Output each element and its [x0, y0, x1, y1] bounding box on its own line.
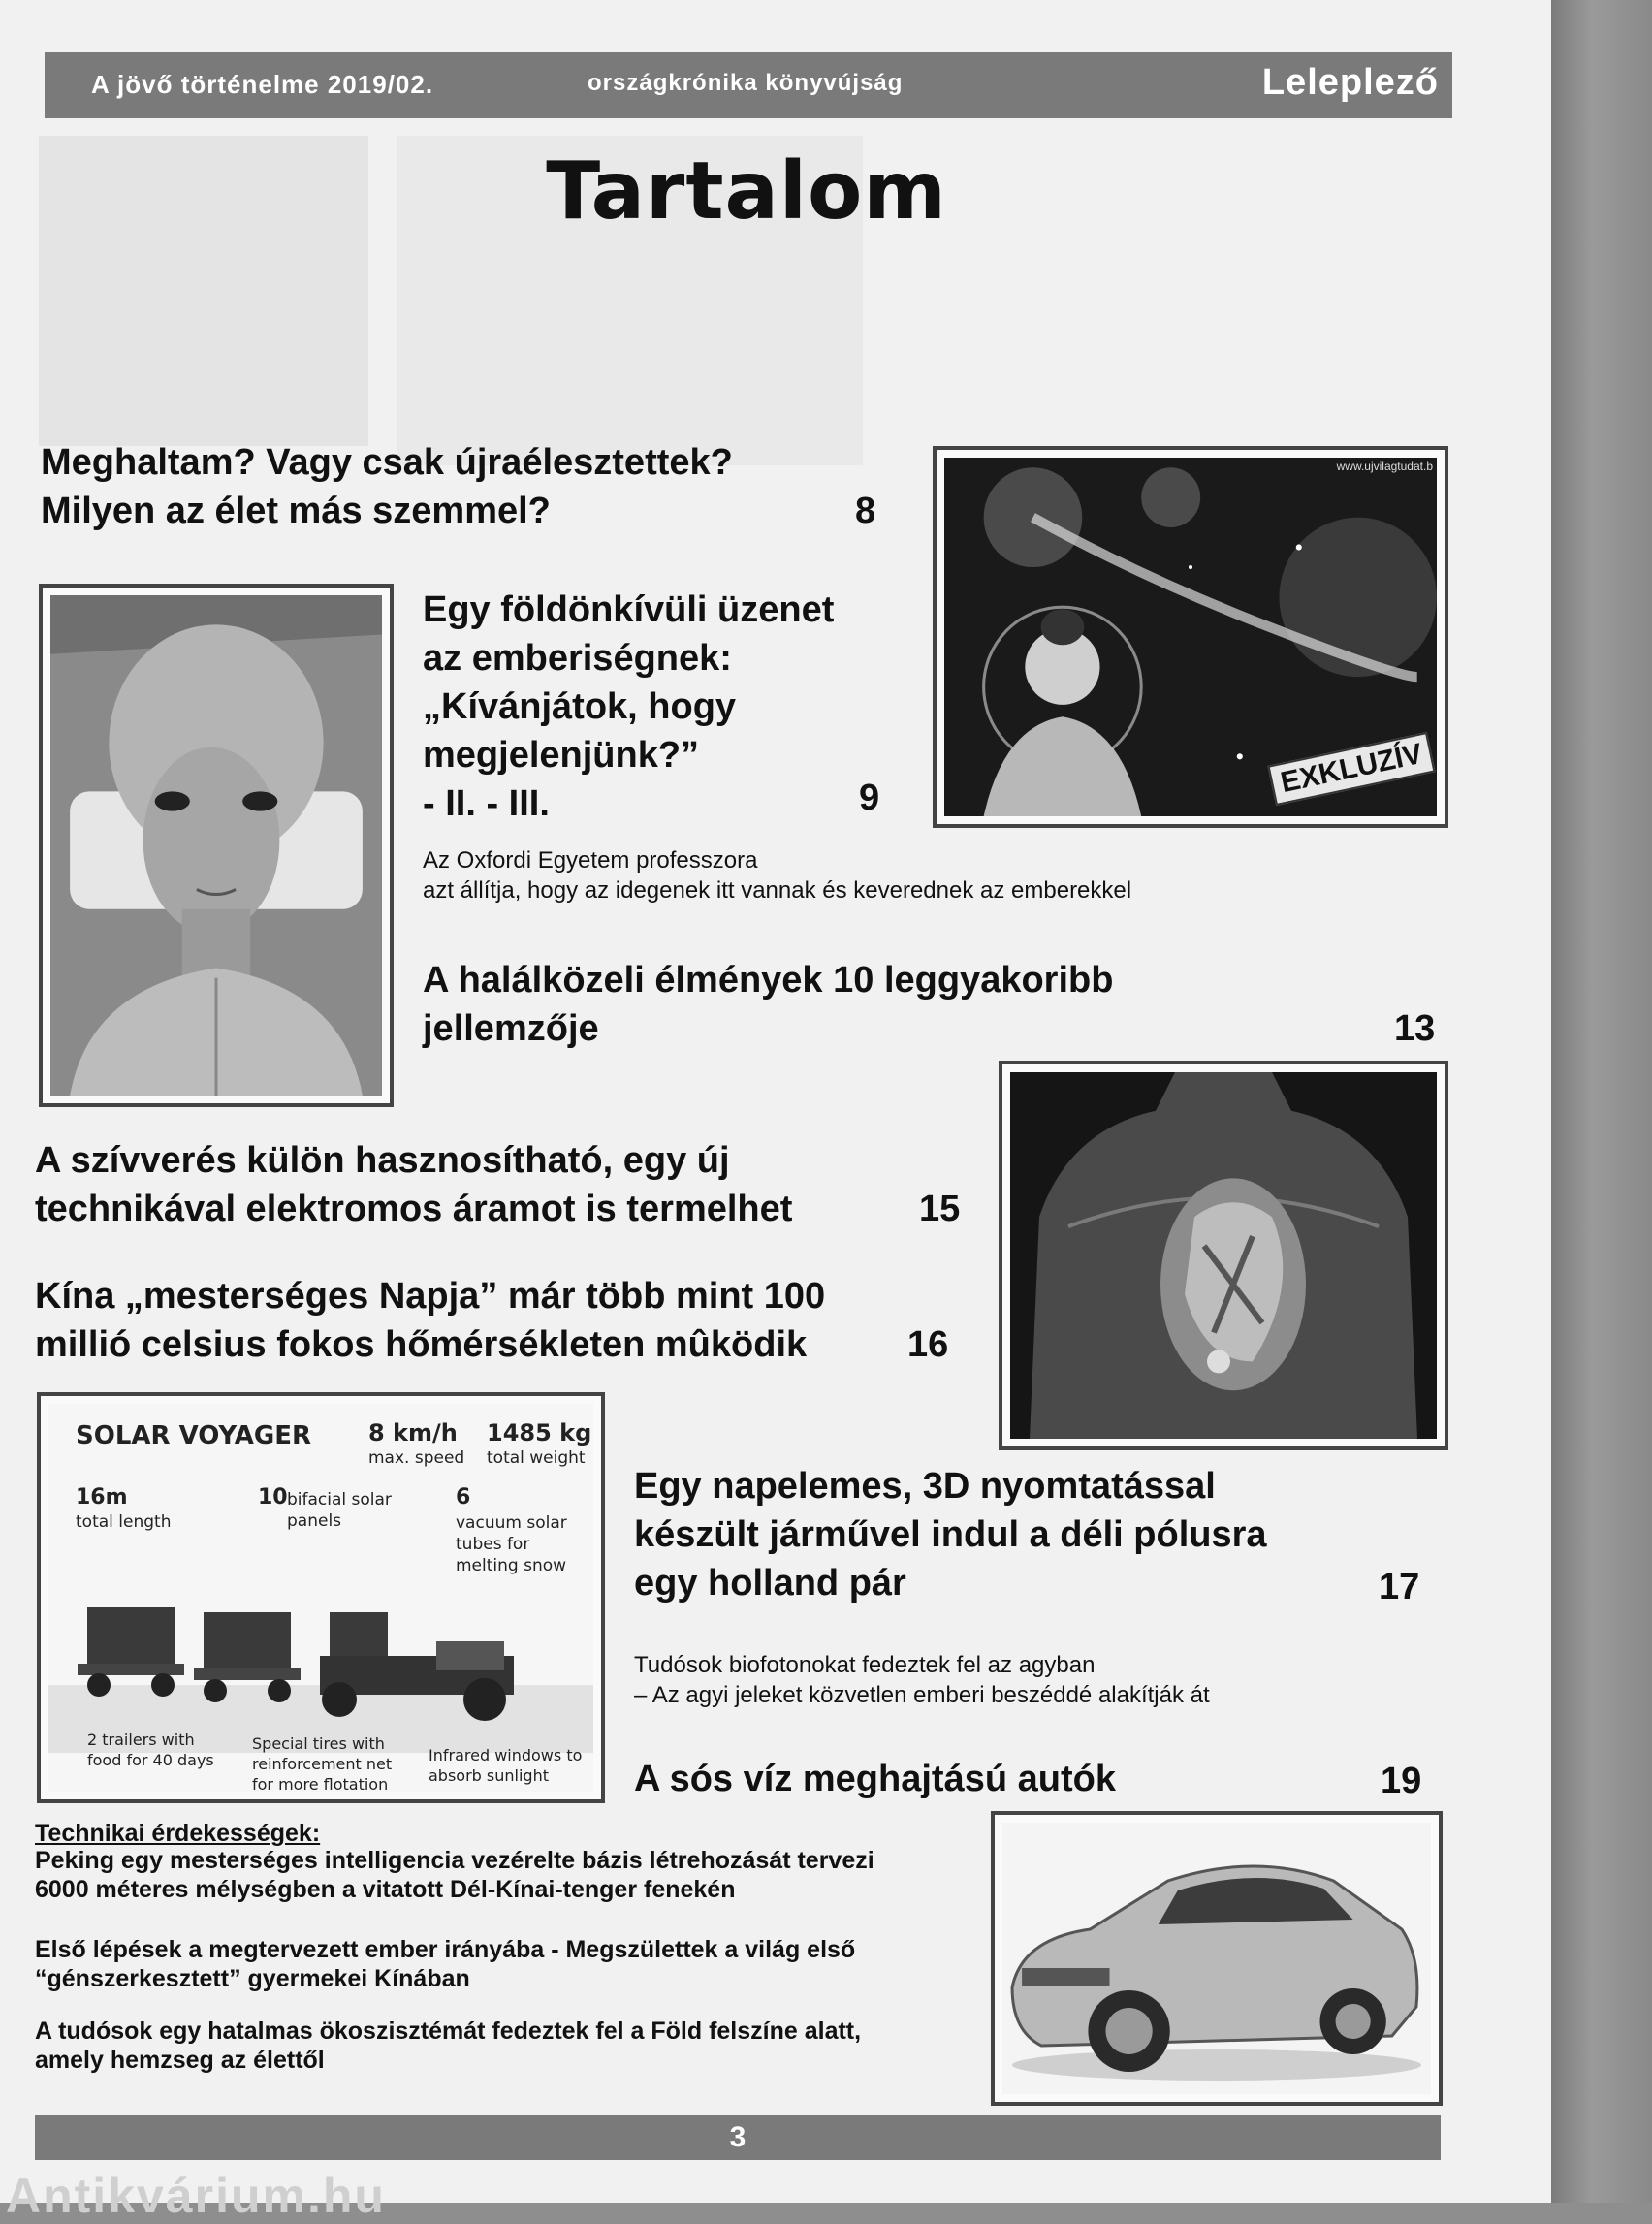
page-number: 9 — [859, 778, 880, 818]
heart-illustration — [1010, 1072, 1437, 1439]
tires-label: Special tires with reinforcement net for more flotation — [252, 1734, 393, 1792]
article-headline[interactable]: A sós víz meghajtású autók — [634, 1759, 1116, 1799]
windows-label: Infrared windows to absorb sunlight — [429, 1746, 583, 1785]
weight-value: 1485 kg — [487, 1419, 592, 1446]
panels-count: 10 — [258, 1485, 288, 1509]
car-illustration — [1002, 1823, 1431, 2094]
length-value: 16m — [76, 1485, 128, 1509]
infographic-title: SOLAR VOYAGER — [76, 1421, 312, 1450]
page-number-footer: 3 — [729, 2121, 747, 2153]
page-number: 17 — [1379, 1567, 1420, 1607]
page-title: Tartalom — [546, 145, 947, 238]
vehicle-train-illustration — [48, 1588, 593, 1753]
article-headline[interactable]: Egy földönkívüli üzenet az emberiségnek: „Kívánjátok, hogy megjelenjünk?” - II. - III. — [423, 589, 835, 824]
source-watermark: Antikvárium.hu — [6, 2169, 386, 2223]
solar-voyager-infographic — [37, 1392, 605, 1803]
trailers-label: 2 trailers with food for 40 days — [87, 1731, 214, 1769]
speed-label: max. speed — [368, 1448, 465, 1468]
publication-label: országkrónika könyvújság — [588, 70, 904, 96]
tech-item[interactable]: A tudósok egy hatalmas ökoszisztémát fedeztek fel a Föld felszíne alatt, amely hemzseg az élettől — [35, 2017, 862, 2074]
article-headline[interactable]: A szívverés külön hasznosítható, egy új technikával elektromos áramot is termelhet — [35, 1140, 793, 1229]
page-number: 13 — [1394, 1008, 1436, 1049]
length-label: total length — [76, 1512, 172, 1532]
tubes-label: vacuum solar tubes for melting snow — [456, 1513, 567, 1575]
page-number: 8 — [855, 491, 876, 531]
article-headline[interactable]: A halálközeli élmények 10 leggyakoribb jellemzője — [423, 960, 1114, 1049]
tech-item[interactable]: Peking egy mesterséges intelligencia vezérelte bázis létrehozását tervezi 6000 méteres mélységben a vitatott Dél-Kínai-tenger fenekén — [35, 1847, 874, 1903]
article-headline[interactable]: Egy napelemes, 3D nyomtatással készült járművel indul a déli pólusra egy holland pár — [634, 1466, 1267, 1604]
image-watermark: www.ujvilagtudat.b — [1336, 460, 1433, 473]
alien-illustration — [50, 595, 382, 1096]
header-bar — [45, 52, 1452, 118]
tubes-count: 6 — [456, 1485, 471, 1509]
article-subtitle: Az Oxfordi Egyetem professzora azt állítja, hogy az idegenek itt vannak és keverednek az emberekkel — [423, 847, 1132, 904]
article-subtitle: Tudósok biofotonokat fedeztek fel az agyban – Az agyi jeleket közvetlen emberi beszéddé alakítják át — [634, 1652, 1210, 1708]
page-number: 15 — [919, 1189, 961, 1229]
issue-label: A jövő történelme 2019/02. — [91, 70, 434, 99]
article-headline[interactable]: Kína „mesterséges Napja” már több mint 100 millió celsius fokos hőmérsékleten mûködik — [35, 1276, 826, 1365]
car-image — [991, 1811, 1443, 2106]
weight-label: total weight — [487, 1448, 586, 1468]
footer-bar — [35, 2115, 1441, 2160]
heart-xray-image — [999, 1061, 1448, 1450]
panels-label: bifacial solar panels — [287, 1490, 392, 1531]
page-number: 19 — [1381, 1761, 1422, 1801]
tech-item[interactable]: Első lépések a megtervezett ember irányába - Megszülettek a világ első “génszerkesztett” gyermekei Kínában — [35, 1936, 856, 1992]
page-number: 16 — [907, 1324, 949, 1365]
exclusive-badge: EXKLUZÍV — [1267, 732, 1435, 806]
speed-value: 8 km/h — [368, 1419, 458, 1446]
article-headline[interactable]: Meghaltam? Vagy csak újraélesztettek? Milyen az élet más szemmel? — [41, 442, 733, 531]
buddha-image — [933, 446, 1448, 828]
background-edge — [1551, 0, 1652, 2203]
alien-image — [39, 584, 394, 1107]
tech-heading: Technikai érdekességek: — [35, 1820, 321, 1847]
magazine-name: Leleplező — [1261, 62, 1439, 103]
